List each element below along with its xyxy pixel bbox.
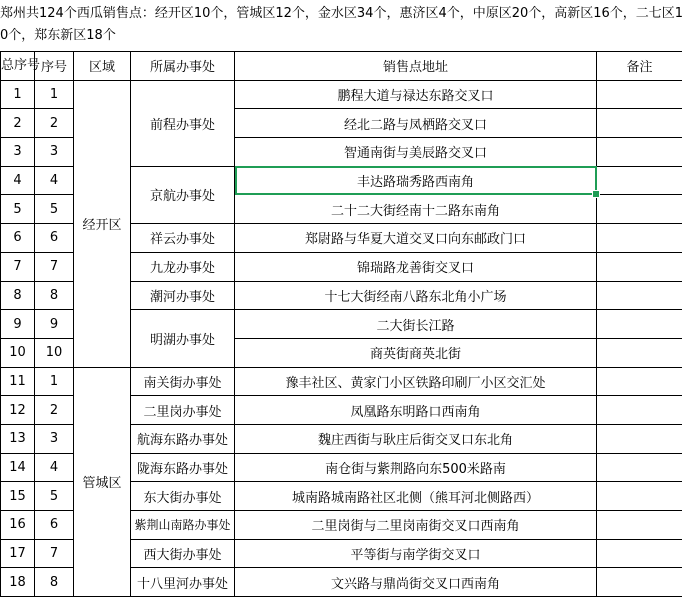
header-no[interactable]: 序号: [35, 52, 74, 81]
note-cell[interactable]: [597, 424, 683, 453]
no-cell[interactable]: 4: [35, 453, 74, 482]
note-cell[interactable]: [597, 166, 683, 195]
total-no-cell[interactable]: 5: [1, 195, 35, 224]
address-cell[interactable]: 鹏程大道与禄达东路交叉口: [235, 80, 597, 109]
no-cell[interactable]: 9: [35, 310, 74, 339]
header-office[interactable]: 所属办事处: [131, 52, 235, 81]
no-cell[interactable]: 10: [35, 338, 74, 367]
address-cell[interactable]: 智通南街与美辰路交叉口: [235, 138, 597, 167]
total-no-cell[interactable]: 8: [1, 281, 35, 310]
address-cell[interactable]: 豫丰社区、黄家门小区铁路印刷厂小区交汇处: [235, 367, 597, 396]
total-no-cell[interactable]: 15: [1, 482, 35, 511]
note-cell[interactable]: [597, 281, 683, 310]
no-cell[interactable]: 1: [35, 80, 74, 109]
office-cell[interactable]: 紫荆山南路办事处: [131, 511, 235, 540]
address-cell[interactable]: 锦瑞路龙善街交叉口: [235, 252, 597, 281]
no-cell[interactable]: 8: [35, 281, 74, 310]
total-no-cell[interactable]: 18: [1, 568, 35, 597]
note-cell[interactable]: [597, 252, 683, 281]
note-cell[interactable]: [597, 511, 683, 540]
address-cell[interactable]: 商英街商英北街: [235, 338, 597, 367]
office-cell[interactable]: 南关街办事处: [131, 367, 235, 396]
total-no-cell[interactable]: 9: [1, 310, 35, 339]
selected-address-cell[interactable]: [235, 166, 597, 195]
total-no-cell[interactable]: 17: [1, 539, 35, 568]
office-cell[interactable]: 九龙办事处: [131, 252, 235, 281]
no-cell[interactable]: 2: [35, 109, 74, 138]
office-cell[interactable]: 祥云办事处: [131, 224, 235, 253]
header-address[interactable]: 销售点地址: [235, 52, 597, 81]
office-cell[interactable]: 西大街办事处: [131, 539, 235, 568]
office-cell[interactable]: 航海东路办事处: [131, 424, 235, 453]
sheet-edge: [682, 51, 690, 604]
address-cell[interactable]: 城南路城南路社区北侧（熊耳河北侧路西）: [235, 482, 597, 511]
address-cell[interactable]: 十七大街经南八路东北角小广场: [235, 281, 597, 310]
total-no-cell[interactable]: 7: [1, 252, 35, 281]
total-no-cell[interactable]: 14: [1, 453, 35, 482]
note-cell[interactable]: [597, 310, 683, 339]
no-cell[interactable]: 5: [35, 482, 74, 511]
fill-handle[interactable]: [592, 190, 600, 198]
no-cell[interactable]: 1: [35, 367, 74, 396]
total-no-cell[interactable]: 2: [1, 109, 35, 138]
note-cell[interactable]: [597, 539, 683, 568]
note-cell[interactable]: [597, 138, 683, 167]
address-cell[interactable]: 平等街与南学街交叉口: [235, 539, 597, 568]
no-cell[interactable]: 8: [35, 568, 74, 597]
note-cell[interactable]: [597, 80, 683, 109]
address-cell[interactable]: 郑尉路与华夏大道交叉口向东邮政门口: [235, 224, 597, 253]
header-note[interactable]: 备注: [597, 52, 683, 81]
no-cell[interactable]: 2: [35, 396, 74, 425]
total-no-cell[interactable]: 16: [1, 511, 35, 540]
note-cell[interactable]: [597, 224, 683, 253]
office-cell[interactable]: 明湖办事处: [131, 310, 235, 367]
note-cell[interactable]: [597, 396, 683, 425]
no-cell[interactable]: 3: [35, 424, 74, 453]
no-cell[interactable]: 3: [35, 138, 74, 167]
total-no-cell[interactable]: 3: [1, 138, 35, 167]
address-cell[interactable]: 经北二路与凤栖路交叉口: [235, 109, 597, 138]
office-cell[interactable]: 二里岗办事处: [131, 396, 235, 425]
total-no-cell[interactable]: 10: [1, 338, 35, 367]
sales-points-table: [0, 51, 683, 597]
no-cell[interactable]: 5: [35, 195, 74, 224]
total-no-cell[interactable]: 11: [1, 367, 35, 396]
address-cell[interactable]: 凤凰路东明路口西南角: [235, 396, 597, 425]
table-row: [1, 367, 683, 396]
address-text: 丰达路瑞秀路西南角: [356, 175, 474, 191]
address-cell[interactable]: 二里岗街与二里岗南街交叉口西南角: [235, 511, 597, 540]
address-cell[interactable]: 魏庄西街与耿庄后街交叉口东北角: [235, 424, 597, 453]
total-no-cell[interactable]: 13: [1, 424, 35, 453]
office-cell[interactable]: 京航办事处: [131, 166, 235, 223]
address-cell[interactable]: 文兴路与鼎尚街交叉口西南角: [235, 568, 597, 597]
office-cell[interactable]: 东大街办事处: [131, 482, 235, 511]
address-cell[interactable]: 二大街长江路: [235, 310, 597, 339]
address-cell[interactable]: 南仓街与紫荆路向东500米路南: [235, 453, 597, 482]
table-header-row: [1, 52, 683, 81]
note-cell[interactable]: [597, 453, 683, 482]
total-no-cell[interactable]: 6: [1, 224, 35, 253]
note-cell[interactable]: [597, 109, 683, 138]
office-cell[interactable]: 十八里河办事处: [131, 568, 235, 597]
header-district[interactable]: 区域: [74, 52, 131, 81]
note-cell[interactable]: [597, 568, 683, 597]
office-cell[interactable]: 陇海东路办事处: [131, 453, 235, 482]
office-cell[interactable]: 潮河办事处: [131, 281, 235, 310]
district-cell[interactable]: 经开区: [74, 80, 131, 367]
note-cell[interactable]: [597, 338, 683, 367]
header-total-no[interactable]: 总序号: [1, 52, 35, 81]
note-cell[interactable]: [597, 482, 683, 511]
address-cell[interactable]: 二十二大街经南十二路东南角: [235, 195, 597, 224]
office-cell[interactable]: 前程办事处: [131, 80, 235, 166]
sheet-title: 郑州共124个西瓜销售点：经开区10个，管城区12个，金水区34个，惠济区4个，中原区20个，高新区16个，二七区10个，郑东新区18个: [0, 6, 684, 43]
table-row: [1, 80, 683, 109]
no-cell[interactable]: 6: [35, 224, 74, 253]
no-cell[interactable]: 6: [35, 511, 74, 540]
total-no-cell[interactable]: 1: [1, 80, 35, 109]
no-cell[interactable]: 4: [35, 166, 74, 195]
district-cell[interactable]: 管城区: [74, 367, 131, 597]
no-cell[interactable]: 7: [35, 252, 74, 281]
no-cell[interactable]: 7: [35, 539, 74, 568]
total-no-cell[interactable]: 12: [1, 396, 35, 425]
note-cell[interactable]: [597, 367, 683, 396]
total-no-cell[interactable]: 4: [1, 166, 35, 195]
note-cell[interactable]: [597, 195, 683, 224]
